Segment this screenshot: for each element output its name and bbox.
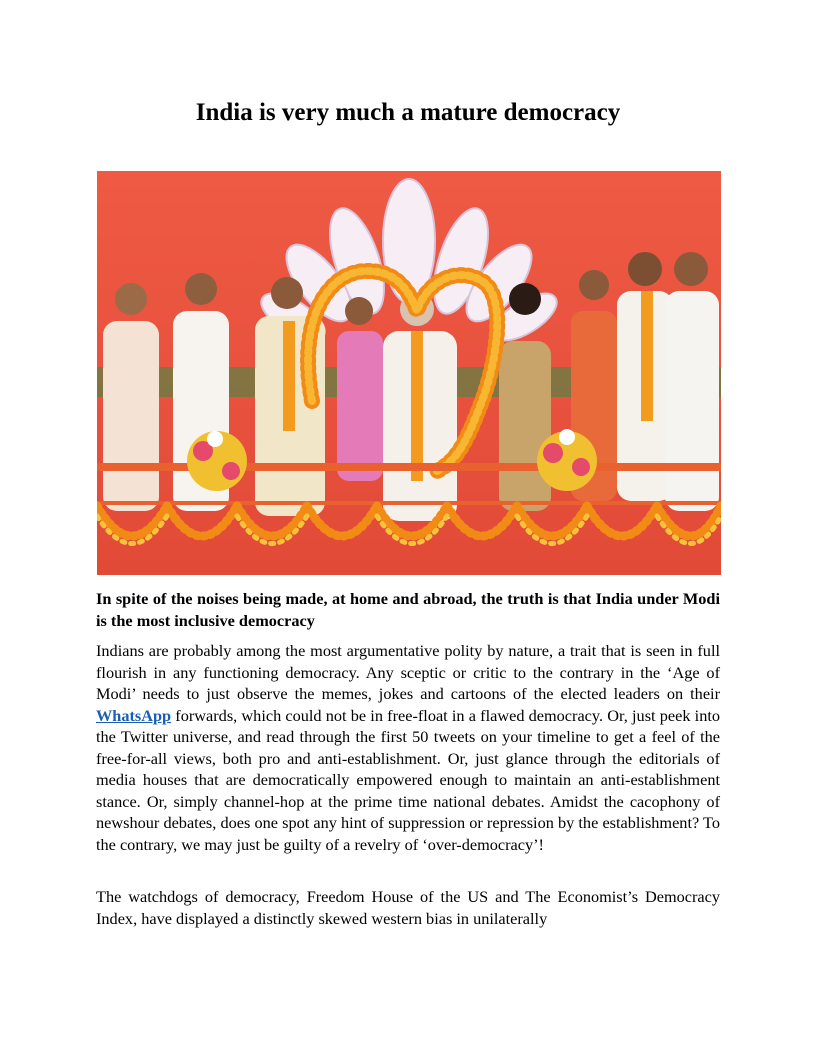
article-paragraph [96, 640, 720, 855]
article-photo [97, 171, 721, 575]
article-standfirst: In spite of the noises being made, at home and abroad, the truth is that India under Modi is the most inclusive democracy [96, 589, 720, 630]
whatsapp-link[interactable]: WhatsApp [96, 705, 172, 725]
article-title: India is very much a mature democracy [195, 99, 621, 126]
article-paragraph: The watchdogs of democracy, Freedom House of the US and The Economist’s Democracy Index, have displayed a distinctly skewed western bias in unilaterally [96, 887, 720, 928]
paragraph-text: forwards, which could not be in free-float in a flawed democracy. Or, just peek into the Twitter universe, and read through the first 50 tweets on your timeline to get a feel of the free-for-all views, both pro and anti-establishment. Or, just glance through the editorials of media houses that are democratically empowered enough to maintain an anti-establishment stance. Or, simply channel-hop at the prime time national debates. Amidst the cacophony of newshour debates, does one spot any hint of suppression or repression by the establishment? To the contrary, we may just be guilty of a revelry of ‘over-democracy’! [96, 705, 720, 854]
paragraph-text: Indians are probably among the most argumentative polity by nature, a trait that is seen in full flourish in any functioning democracy. Any sceptic or critic to the contrary in the ‘Age of Modi’ needs to just observe the memes, jokes and cartoons of the elected leaders on their [96, 641, 720, 703]
flower-bouquet-left [187, 431, 247, 491]
